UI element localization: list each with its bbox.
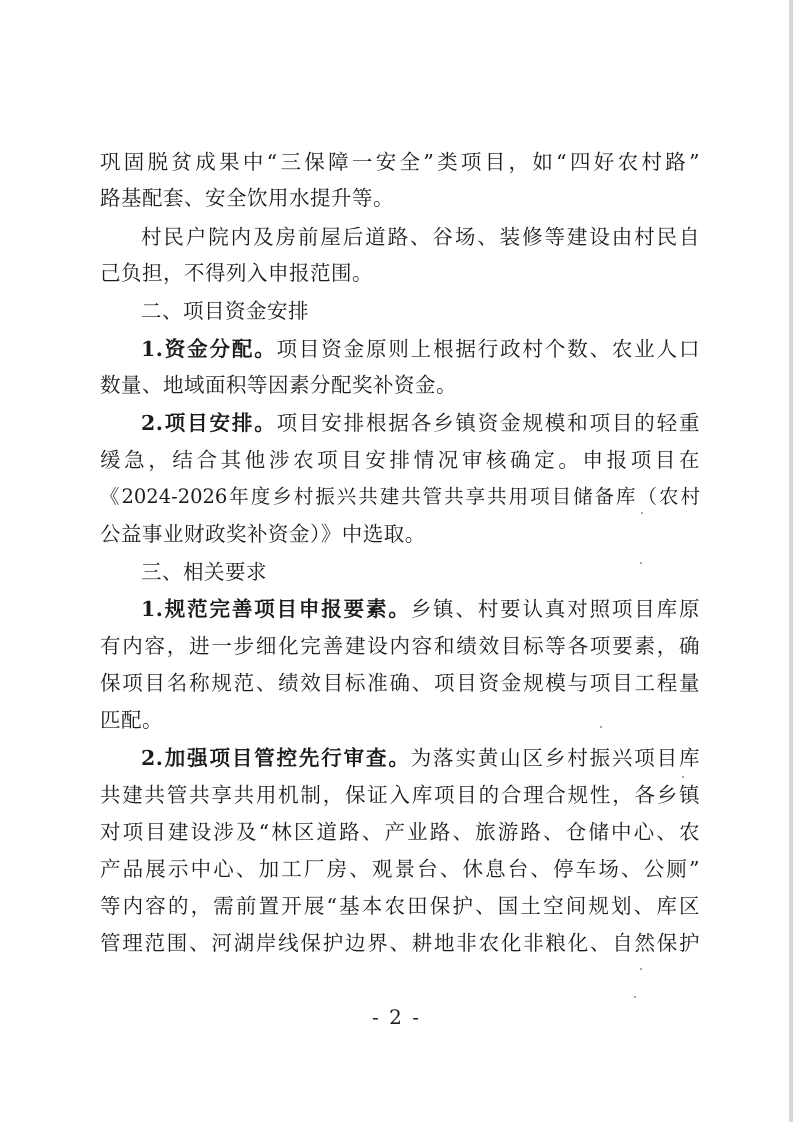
item-line: [141, 595, 700, 623]
body-line: 公益事业财政奖补资金）》中选取。: [100, 522, 426, 546]
body-line: 数量、地域面积等因素分配奖补资金。: [100, 373, 457, 397]
section-heading: 二、项目资金安排: [141, 299, 309, 323]
body-line: 共建共管共享共用机制，保证入库项目的合理合规性，各乡镇: [100, 783, 700, 807]
page-number: - 2 -: [372, 1005, 421, 1029]
scan-speck: [682, 776, 684, 778]
item-line: [141, 335, 700, 363]
body-line: 保项目名称规范、绩效目标准确、项目资金规模与项目工程量: [100, 671, 700, 695]
item-text: 乡镇、村要认真对照项目库原: [410, 597, 700, 621]
body-line: 等内容的，需前置开展“基本农田保护、国土空间规划、库区: [100, 894, 700, 918]
body-line: 有内容，进一步细化完善建设内容和绩效目标等各项要素，确: [100, 634, 700, 658]
scan-speck: [641, 512, 643, 514]
body-line: 巩固脱贫成果中“三保障一安全”类项目，如“四好农村路”: [100, 150, 700, 174]
item-line: [141, 744, 700, 772]
scan-speck: [600, 726, 602, 728]
item-line: [141, 409, 700, 437]
body-line: 《2024-2026年度乡村振兴共建共管共享共用项目储备库（农村: [100, 485, 700, 508]
scan-speck: [640, 968, 642, 970]
item-text: 为落实黄山区乡村振兴项目库: [410, 746, 700, 770]
item-heading: 2.项目安排。: [141, 411, 277, 435]
body-line: 村民户院内及房前屋后道路、谷场、装修等建设由村民自: [141, 225, 700, 249]
body-line: 产品展示中心、加工厂房、观景台、休息台、停车场、公厕”: [100, 857, 700, 881]
item-heading: 1.规范完善项目申报要素。: [141, 597, 411, 621]
body-line: 管理范围、河湖岸线保护边界、耕地非农化非粮化、自然保护: [100, 931, 700, 955]
body-line: 缓急，结合其他涉农项目安排情况审核确定。申报项目在: [100, 448, 700, 472]
section-heading: 三、相关要求: [141, 560, 267, 584]
body-line: 路基配套、安全饮用水提升等。: [100, 186, 394, 210]
item-text: 项目安排根据各乡镇资金规模和项目的轻重: [276, 411, 701, 435]
item-heading: 2.加强项目管控先行审查。: [141, 746, 411, 770]
body-line: 匹配。: [100, 708, 163, 732]
item-text: 项目资金原则上根据行政村个数、农业人口: [276, 337, 701, 361]
scan-speck: [634, 996, 636, 998]
scan-edge: [789, 0, 793, 1122]
body-line: 对项目建设涉及“林区道路、产业路、旅游路、仓储中心、农: [100, 820, 700, 844]
item-heading: 1.资金分配。: [141, 337, 277, 361]
scan-speck: [640, 562, 642, 564]
body-line: 己负担，不得列入申报范围。: [100, 261, 373, 285]
